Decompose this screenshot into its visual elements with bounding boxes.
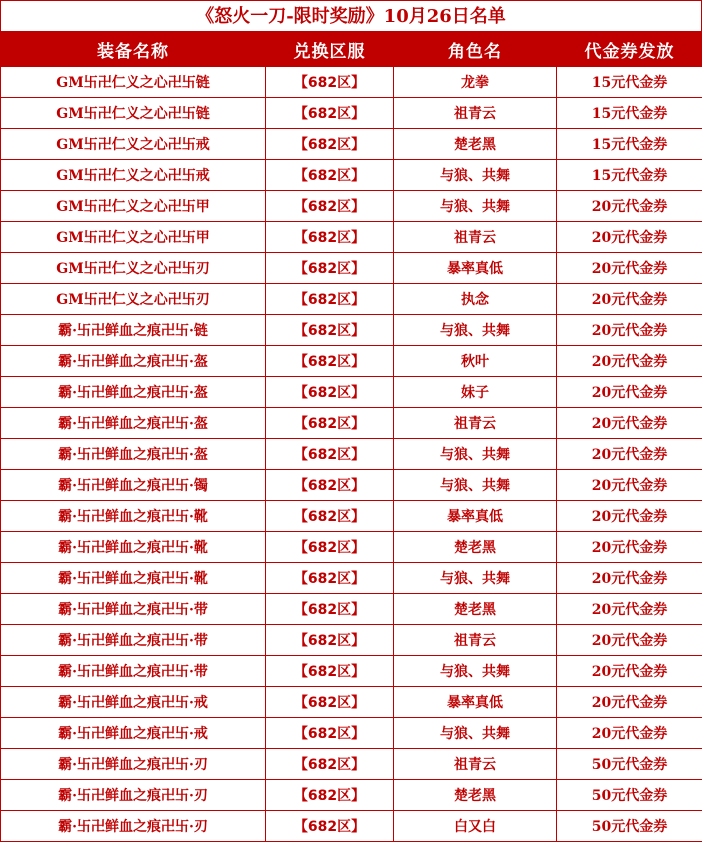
server-cell: 【682区】 [266,594,394,625]
table-row [1,625,702,656]
item-name-cell: 霸·卐卍鲜血之痕卍卐·链 [1,315,266,346]
table-row [1,687,702,718]
character-name-cell: 楚老黑 [394,129,557,160]
voucher-cell: 20元代金券 [557,222,702,253]
voucher-cell: 20元代金券 [557,377,702,408]
server-cell: 【682区】 [266,129,394,160]
server-cell: 【682区】 [266,687,394,718]
character-name-cell: 执念 [394,284,557,315]
voucher-cell: 20元代金券 [557,191,702,222]
voucher-cell: 15元代金券 [557,160,702,191]
table-row [1,160,702,191]
voucher-cell: 20元代金券 [557,532,702,563]
voucher-cell: 20元代金券 [557,687,702,718]
server-cell: 【682区】 [266,501,394,532]
character-name-cell: 楚老黑 [394,594,557,625]
server-cell: 【682区】 [266,98,394,129]
item-name-cell: 霸·卐卍鲜血之痕卍卐·靴 [1,501,266,532]
item-name-cell: 霸·卐卍鲜血之痕卍卐·戒 [1,687,266,718]
character-name-cell: 妹子 [394,377,557,408]
table-row [1,191,702,222]
voucher-cell: 15元代金券 [557,98,702,129]
table-row [1,346,702,377]
server-cell: 【682区】 [266,563,394,594]
character-name-cell: 与狼、共舞 [394,315,557,346]
header-item-name: 装备名称 [1,33,266,67]
voucher-cell: 20元代金券 [557,625,702,656]
item-name-cell: 霸·卐卍鲜血之痕卍卐·盔 [1,439,266,470]
table-row [1,811,702,842]
character-name-cell: 龙拳 [394,67,557,98]
voucher-cell: 20元代金券 [557,718,702,749]
header-character: 角色名 [394,33,557,67]
voucher-cell: 20元代金券 [557,253,702,284]
voucher-cell: 20元代金券 [557,470,702,501]
server-cell: 【682区】 [266,811,394,842]
voucher-cell: 20元代金券 [557,315,702,346]
table-row [1,563,702,594]
table-body [1,67,702,842]
table-row [1,470,702,501]
table-row [1,501,702,532]
item-name-cell: 霸·卐卍鲜血之痕卍卐·戒 [1,718,266,749]
server-cell: 【682区】 [266,222,394,253]
item-name-cell: 霸·卐卍鲜血之痕卍卐·盔 [1,346,266,377]
server-cell: 【682区】 [266,470,394,501]
server-cell: 【682区】 [266,532,394,563]
character-name-cell: 楚老黑 [394,532,557,563]
server-cell: 【682区】 [266,408,394,439]
table-row [1,408,702,439]
server-cell: 【682区】 [266,749,394,780]
character-name-cell: 秋叶 [394,346,557,377]
voucher-cell: 20元代金券 [557,439,702,470]
voucher-cell: 20元代金券 [557,656,702,687]
character-name-cell: 与狼、共舞 [394,160,557,191]
item-name-cell: GM卐卍仁义之心卍卐链 [1,67,266,98]
table-row [1,377,702,408]
table-row [1,532,702,563]
character-name-cell: 与狼、共舞 [394,191,557,222]
table-row [1,749,702,780]
server-cell: 【682区】 [266,439,394,470]
voucher-cell: 20元代金券 [557,408,702,439]
character-name-cell: 与狼、共舞 [394,656,557,687]
table-row [1,656,702,687]
table-row [1,67,702,98]
voucher-cell: 50元代金券 [557,780,702,811]
voucher-cell: 50元代金券 [557,749,702,780]
character-name-cell: 祖青云 [394,625,557,656]
table-row [1,284,702,315]
server-cell: 【682区】 [266,284,394,315]
character-name-cell: 与狼、共舞 [394,718,557,749]
voucher-cell: 20元代金券 [557,594,702,625]
table-header [1,33,702,67]
table-row [1,315,702,346]
voucher-cell: 20元代金券 [557,501,702,532]
table-row [1,439,702,470]
character-name-cell: 与狼、共舞 [394,470,557,501]
server-cell: 【682区】 [266,377,394,408]
server-cell: 【682区】 [266,780,394,811]
table-row [1,253,702,284]
item-name-cell: 霸·卐卍鲜血之痕卍卐·带 [1,656,266,687]
table-row [1,594,702,625]
voucher-cell: 50元代金券 [557,811,702,842]
table-row [1,718,702,749]
voucher-cell: 20元代金券 [557,284,702,315]
page-title: 《怒火一刀-限时奖励》10月26日名单 [0,0,702,32]
character-name-cell: 楚老黑 [394,780,557,811]
character-name-cell: 暴率真低 [394,687,557,718]
server-cell: 【682区】 [266,346,394,377]
table-row [1,129,702,160]
item-name-cell: 霸·卐卍鲜血之痕卍卐·靴 [1,563,266,594]
item-name-cell: GM卐卍仁义之心卍卐链 [1,98,266,129]
item-name-cell: 霸·卐卍鲜血之痕卍卐·带 [1,594,266,625]
header-voucher: 代金券发放 [557,33,702,67]
character-name-cell: 祖青云 [394,749,557,780]
item-name-cell: GM卐卍仁义之心卍卐刃 [1,253,266,284]
character-name-cell: 白又白 [394,811,557,842]
item-name-cell: 霸·卐卍鲜血之痕卍卐·盔 [1,408,266,439]
server-cell: 【682区】 [266,315,394,346]
server-cell: 【682区】 [266,656,394,687]
item-name-cell: 霸·卐卍鲜血之痕卍卐·带 [1,625,266,656]
item-name-cell: 霸·卐卍鲜血之痕卍卐·刃 [1,811,266,842]
character-name-cell: 祖青云 [394,98,557,129]
server-cell: 【682区】 [266,160,394,191]
item-name-cell: 霸·卐卍鲜血之痕卍卐·靴 [1,532,266,563]
item-name-cell: 霸·卐卍鲜血之痕卍卐·盔 [1,377,266,408]
item-name-cell: GM卐卍仁义之心卍卐甲 [1,191,266,222]
server-cell: 【682区】 [266,253,394,284]
character-name-cell: 祖青云 [394,222,557,253]
item-name-cell: GM卐卍仁义之心卍卐戒 [1,160,266,191]
character-name-cell: 暴率真低 [394,253,557,284]
server-cell: 【682区】 [266,191,394,222]
voucher-cell: 15元代金券 [557,67,702,98]
character-name-cell: 祖青云 [394,408,557,439]
item-name-cell: GM卐卍仁义之心卍卐刃 [1,284,266,315]
item-name-cell: 霸·卐卍鲜血之痕卍卐·刃 [1,749,266,780]
item-name-cell: 霸·卐卍鲜血之痕卍卐·镯 [1,470,266,501]
server-cell: 【682区】 [266,625,394,656]
server-cell: 【682区】 [266,67,394,98]
table-row [1,780,702,811]
voucher-cell: 15元代金券 [557,129,702,160]
table-row [1,222,702,253]
header-server: 兑换区服 [266,33,394,67]
voucher-cell: 20元代金券 [557,346,702,377]
character-name-cell: 暴率真低 [394,501,557,532]
character-name-cell: 与狼、共舞 [394,439,557,470]
item-name-cell: GM卐卍仁义之心卍卐戒 [1,129,266,160]
character-name-cell: 与狼、共舞 [394,563,557,594]
item-name-cell: 霸·卐卍鲜血之痕卍卐·刃 [1,780,266,811]
item-name-cell: GM卐卍仁义之心卍卐甲 [1,222,266,253]
header-row [1,33,702,67]
reward-table [0,32,702,842]
server-cell: 【682区】 [266,718,394,749]
voucher-cell: 20元代金券 [557,563,702,594]
table-row [1,98,702,129]
